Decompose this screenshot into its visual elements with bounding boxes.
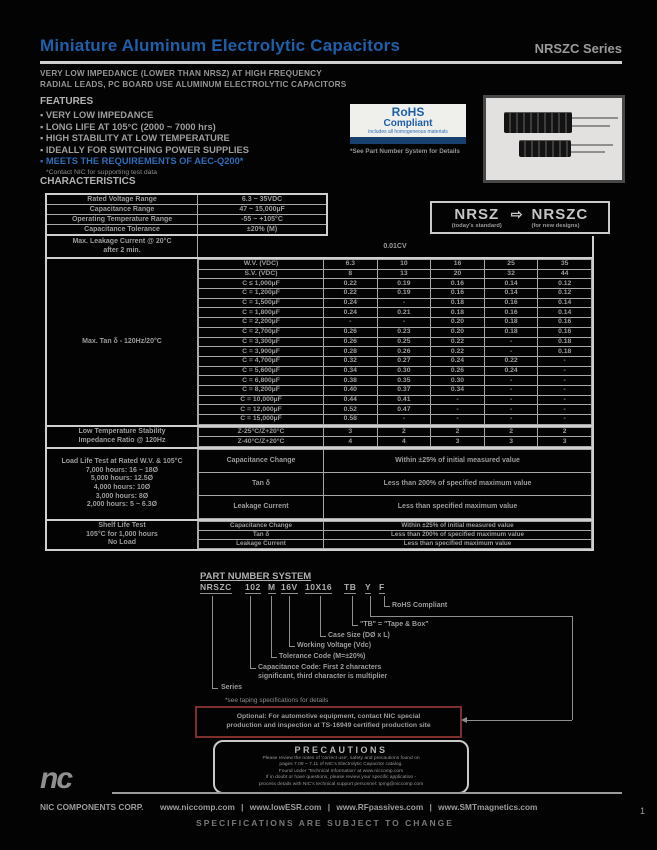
value-cell: - <box>377 415 431 425</box>
automotive-note-line: Optional: For automotive equipment, contact NIC special <box>236 713 421 721</box>
pn-line <box>352 625 358 626</box>
pn-line <box>352 596 353 626</box>
pn-token-tolerance: M <box>268 582 276 592</box>
value-cell: 0.47 <box>377 405 431 415</box>
value-cell: - <box>484 405 538 415</box>
separator: | <box>327 802 331 812</box>
row-label-cell: Tan δ <box>199 531 324 540</box>
row-label-cell: C = 3,300µF <box>199 337 324 347</box>
value-cell: 0.35 <box>377 376 431 386</box>
shelf-life-block <box>45 521 594 551</box>
value-cell: 3 <box>484 437 538 447</box>
feature-item: ▪ HIGH STABILITY AT LOW TEMPERATURE <box>40 133 370 145</box>
value-cell: 3 <box>431 437 485 447</box>
value-cell: 0.14 <box>484 289 538 299</box>
value-cell: 0.40 <box>324 385 378 395</box>
pn-label-voltage: Working Voltage (Vdc) <box>297 642 372 649</box>
pn-label-tolerance: Tolerance Code (M=±20%) <box>279 653 366 660</box>
characteristics-heading: CHARACTERISTICS <box>40 176 136 187</box>
value-cell: 32 <box>484 269 538 279</box>
tan-delta-block <box>45 259 594 427</box>
value-cell: 0.19 <box>377 289 431 299</box>
table-row <box>199 415 592 425</box>
row-label-cell: Capacitance Range <box>46 205 198 215</box>
value-cell: 0.14 <box>484 279 538 289</box>
load-life-label <box>47 449 198 519</box>
row-label-cell: C ≤ 1,000µF <box>199 279 324 289</box>
value-cell: 0.28 <box>324 347 378 357</box>
row-label-cell: Leakage Current <box>199 496 324 519</box>
value-cell: - <box>538 366 592 376</box>
value-cell: - <box>484 347 538 357</box>
row-label-cell: C = 8,200µF <box>199 385 324 395</box>
value-cell: - <box>484 395 538 405</box>
footer-link[interactable]: www.niccomp.com <box>160 802 235 812</box>
pn-line-y <box>467 720 572 721</box>
rohs-title: RoHS <box>391 105 425 119</box>
value-cell: 0.22 <box>431 347 485 357</box>
shelf-life-table <box>198 521 592 549</box>
value-cell: - <box>484 415 538 425</box>
pn-line <box>384 606 390 607</box>
low-temp-label-line: Impedance Ratio @ 120Hz <box>78 436 166 444</box>
row-label-cell: Operating Temperature Range <box>46 215 198 225</box>
table-row <box>199 496 592 519</box>
low-temp-table <box>198 427 592 447</box>
shelf-life-label-line: No Load <box>108 539 136 547</box>
value-cell: - <box>377 298 431 308</box>
value-cell: 2 <box>538 427 592 437</box>
value-cell: 0.16 <box>538 327 592 337</box>
value-cell: 0.52 <box>324 405 378 415</box>
header <box>40 36 622 56</box>
value-cell: 0.24 <box>324 298 378 308</box>
table-row <box>46 215 327 225</box>
row-label-cell: C = 10,000µF <box>199 395 324 405</box>
feature-item: ▪ IDEALLY FOR SWITCHING POWER SUPPLIES <box>40 145 370 157</box>
rohs-detail: includes all homogeneous materials <box>368 129 448 135</box>
capacitor-lead <box>571 151 605 153</box>
automotive-note-line: production and inspection at TS-16949 certified production site <box>226 722 431 729</box>
pn-token-capacitance: 102 <box>245 582 261 592</box>
leakage-value-cell: 0.01CV <box>383 243 407 250</box>
value-cell: 0.20 <box>431 327 485 337</box>
value-cell: 0.12 <box>538 279 592 289</box>
value-cell: ±20% (M) <box>198 225 327 236</box>
load-life-label-line: 4,000 hours: 10Ø <box>93 484 151 492</box>
value-cell: 0.32 <box>324 356 378 366</box>
pn-line-y <box>370 616 572 617</box>
page-title: Miniature Aluminum Electrolytic Capacitors <box>40 36 401 55</box>
table-row <box>199 427 592 437</box>
value-cell: Less than 200% of specified maximum value <box>324 531 592 540</box>
value-cell: 4 <box>377 437 431 447</box>
pn-line <box>271 657 277 658</box>
value-cell: 0.12 <box>538 289 592 299</box>
feature-item: ▪ VERY LOW IMPEDANCE <box>40 110 370 122</box>
value-cell: - <box>484 385 538 395</box>
value-cell: Within ±25% of initial measured value <box>324 522 592 531</box>
footer-link[interactable]: www.lowESR.com <box>249 802 322 812</box>
value-cell: 0.37 <box>377 385 431 395</box>
pn-line <box>250 668 256 669</box>
value-cell: 0.24 <box>431 356 485 366</box>
table-row <box>199 385 592 395</box>
leakage-current-row <box>45 236 594 259</box>
value-cell: 2 <box>377 427 431 437</box>
table-row <box>199 298 592 308</box>
capacitor-lead <box>572 117 618 119</box>
value-cell: - <box>324 318 378 328</box>
value-cell: 0.41 <box>377 395 431 405</box>
row-label-cell: C = 5,600µF <box>199 366 324 376</box>
value-cell: 44 <box>538 269 592 279</box>
load-life-label-line: 2,000 hours: 5 ~ 6.3Ø <box>86 501 158 509</box>
separator: | <box>429 802 432 812</box>
table-row <box>199 269 592 279</box>
pn-label-rohs: RoHS Compliant <box>392 602 448 609</box>
leakage-label-line: after 2 min. <box>103 246 141 254</box>
table-row <box>199 366 592 376</box>
table-row <box>199 327 592 337</box>
characteristics-table <box>45 193 328 236</box>
tan-delta-table <box>198 259 592 425</box>
value-cell: Within ±25% of initial measured value <box>324 450 592 473</box>
value-cell: 0.16 <box>538 318 592 328</box>
load-life-label-line: 7,000 hours: 16 ~ 18Ø <box>85 466 159 474</box>
value-cell: 3 <box>538 437 592 447</box>
value-cell: 0.58 <box>324 415 378 425</box>
table-row <box>199 405 592 415</box>
series-name: NRSZC Series <box>534 41 622 56</box>
spec-tables <box>45 193 594 551</box>
table-row <box>199 289 592 299</box>
low-temp-label <box>47 427 198 447</box>
row-label-cell: C = 1,800µF <box>199 308 324 318</box>
automotive-note-box <box>195 706 462 738</box>
tan-delta-label: Max. Tan δ - 120Hz/20°C <box>47 259 198 425</box>
value-cell: 0.22 <box>431 337 485 347</box>
table-row <box>199 376 592 386</box>
pn-label-series: Series <box>221 684 243 691</box>
value-cell: 10 <box>377 260 431 270</box>
value-cell: 0.24 <box>324 308 378 318</box>
value-cell: 6.3 <box>324 260 378 270</box>
row-label-cell: Leakage Current <box>199 540 324 549</box>
value-cell: 2 <box>431 427 485 437</box>
value-cell: 0.30 <box>431 376 485 386</box>
value-cell: 0.20 <box>431 318 485 328</box>
row-label-cell: Capacitance Change <box>199 450 324 473</box>
load-life-label-line: Load Life Test at Rated W.V. & 105°C <box>61 458 183 466</box>
low-temp-label-line: Low Temperature Stability <box>78 428 166 436</box>
value-cell: 0.26 <box>324 327 378 337</box>
part-number-heading: PART NUMBER SYSTEM <box>200 571 312 582</box>
features-heading: FEATURES <box>40 96 94 107</box>
value-cell: 20 <box>431 269 485 279</box>
row-label-cell: C = 4,700µF <box>199 356 324 366</box>
pn-label-capacitance2: significant, third character is multiplier <box>258 673 388 680</box>
table-row <box>199 260 592 270</box>
pn-token-series: NRSZC <box>200 582 232 592</box>
value-cell: Less than 200% of specified maximum value <box>324 473 592 496</box>
value-cell: 0.26 <box>377 347 431 357</box>
pn-label-case: Case Size (DØ x L) <box>328 632 390 639</box>
rohs-badge <box>350 104 466 144</box>
precautions-box <box>213 740 469 794</box>
row-label-cell: W.V. (VDC) <box>199 260 324 270</box>
precautions-line: If in doubt or have questions, please review your specific application - <box>265 775 417 781</box>
capacitor-image-large <box>504 112 572 133</box>
value-cell: - <box>538 376 592 386</box>
load-life-table <box>198 449 592 519</box>
pn-token-tb: TB <box>344 582 357 592</box>
value-cell: 0.27 <box>377 356 431 366</box>
value-cell: 0.26 <box>431 366 485 376</box>
value-cell: 0.14 <box>538 298 592 308</box>
load-life-label-line: 5,000 hours: 12.5Ø <box>90 475 154 483</box>
value-cell: - <box>484 337 538 347</box>
table-row <box>199 337 592 347</box>
pn-label-taping: *see taping specifications for details <box>225 697 329 704</box>
row-label-cell: Z-40°C/Z+20°C <box>199 437 324 447</box>
pn-line <box>212 688 218 689</box>
value-cell: -55 ~ +105°C <box>198 215 327 225</box>
capacitor-lead <box>572 125 610 127</box>
load-life-label-line: 3,000 hours: 8Ø <box>95 492 149 500</box>
value-cell: 0.18 <box>431 298 485 308</box>
row-label-cell: C = 6,800µF <box>199 376 324 386</box>
value-cell: - <box>484 376 538 386</box>
row-label-cell: Tan δ <box>199 473 324 496</box>
value-cell: 25 <box>484 260 538 270</box>
capacitor-lead <box>571 144 613 146</box>
value-cell: 0.16 <box>484 308 538 318</box>
row-label-cell: Rated Voltage Range <box>46 194 198 205</box>
row-label-cell: C = 12,000µF <box>199 405 324 415</box>
pn-line <box>289 646 295 647</box>
value-cell: 0.24 <box>484 366 538 376</box>
row-label-cell <box>47 236 198 257</box>
shelf-life-label <box>47 521 198 549</box>
table-row <box>199 450 592 473</box>
table-row <box>199 347 592 357</box>
value-cell: - <box>377 318 431 328</box>
low-temp-block <box>45 427 594 449</box>
value-cell: 0.21 <box>377 308 431 318</box>
value-cell: 0.22 <box>484 356 538 366</box>
value-cell: 0.18 <box>538 347 592 357</box>
table-row <box>199 437 592 447</box>
pn-line-y <box>572 616 573 720</box>
value-cell: 0.34 <box>431 385 485 395</box>
value-cell: - <box>431 415 485 425</box>
precautions-line: pages 7.09 ~ 7.11 of NIC's Electrolytic Capacitor catalog. <box>279 762 403 768</box>
row-label-cell: C = 15,000µF <box>199 415 324 425</box>
capacitor-image-small <box>519 140 571 157</box>
value-cell: - <box>538 405 592 415</box>
value-cell: 0.38 <box>324 376 378 386</box>
value-cell: 0.44 <box>324 395 378 405</box>
pn-line <box>320 596 321 637</box>
value-cell: Less than specified maximum value <box>324 540 592 549</box>
value-cell: - <box>538 385 592 395</box>
value-cell: 0.18 <box>538 337 592 347</box>
pn-line-y <box>370 596 371 616</box>
row-label-cell: C = 1,500µF <box>199 298 324 308</box>
capacitor-photo <box>483 95 625 183</box>
value-cell: 0.30 <box>377 366 431 376</box>
footer-company: NIC COMPONENTS CORP. <box>40 802 144 812</box>
pn-label-tb: "TB" = "Tape & Box" <box>360 621 429 628</box>
value-cell: 0.19 <box>377 279 431 289</box>
features-footnote: *Contact NIC for supporting test data <box>46 168 158 176</box>
pn-line <box>212 596 213 688</box>
table-row <box>199 308 592 318</box>
rohs-subtitle: Compliant <box>383 118 433 129</box>
value-cell: - <box>431 395 485 405</box>
feature-item-aec-q200: ▪ MEETS THE REQUIREMENTS OF AEC-Q200* <box>40 156 370 168</box>
feature-item: ▪ LONG LIFE AT 105°C (2000 ~ 7000 hrs) <box>40 122 370 134</box>
pn-token-y: Y <box>365 582 372 592</box>
value-cell: 47 ~ 15,000µF <box>198 205 327 215</box>
subtitle-line: VERY LOW IMPEDANCE (LOWER THAN NRSZ) AT HIGH FREQUENCY <box>40 69 322 78</box>
footer-link[interactable]: www.RFpassives.com <box>336 802 424 812</box>
features-section <box>40 96 370 176</box>
row-label-cell: S.V. (VDC) <box>199 269 324 279</box>
footer-disclaimer: SPECIFICATIONS ARE SUBJECT TO CHANGE <box>196 818 454 828</box>
header-rule <box>40 61 622 64</box>
value-cell: 0.14 <box>538 308 592 318</box>
table-row <box>46 194 327 205</box>
table-row <box>46 205 327 215</box>
row-label-cell: C = 3,900µF <box>199 347 324 357</box>
pn-line <box>271 596 272 658</box>
footer-rule <box>112 792 622 794</box>
value-cell: - <box>538 395 592 405</box>
features-list <box>40 110 370 168</box>
value-cell: 0.26 <box>324 337 378 347</box>
table-row <box>199 531 592 540</box>
value-cell: 0.23 <box>377 327 431 337</box>
page-number: 1 <box>640 806 646 816</box>
footer-link[interactable]: www.SMTmagnetics.com <box>438 802 538 812</box>
shelf-life-label-line: Shelf Life Test <box>98 522 146 530</box>
table-row <box>46 225 327 236</box>
table-row <box>199 395 592 405</box>
value-cell: 13 <box>377 269 431 279</box>
load-life-block <box>45 449 594 521</box>
pn-line <box>250 596 251 669</box>
value-cell: 0.18 <box>484 318 538 328</box>
old-series-caption: (today's standard) <box>451 223 502 229</box>
value-cell: 16 <box>431 260 485 270</box>
value-cell: Less than specified maximum value <box>324 496 592 519</box>
table-row <box>199 522 592 531</box>
table-row <box>199 473 592 496</box>
leakage-label-line: Max. Leakage Current @ 20°C <box>72 238 172 245</box>
value-cell: - <box>431 405 485 415</box>
value-cell: - <box>538 415 592 425</box>
value-cell: 0.18 <box>431 308 485 318</box>
value-cell: 2 <box>484 427 538 437</box>
value-cell: - <box>538 356 592 366</box>
value-cell: 0.16 <box>431 279 485 289</box>
precautions-line: process details with NIC's technical support personnel: tpmg@niccomp.com <box>258 781 424 787</box>
value-cell: 6.3 ~ 35VDC <box>198 194 327 205</box>
value-cell: 3 <box>324 427 378 437</box>
value-cell: 0.25 <box>377 337 431 347</box>
precautions-title: PRECAUTIONS <box>294 745 388 755</box>
rohs-bar <box>350 137 466 144</box>
value-cell: 4 <box>324 437 378 447</box>
subtitle-line: RADIAL LEADS, PC BOARD USE ALUMINUM ELECTROLYTIC CAPACITORS <box>40 79 347 89</box>
separator: | <box>241 802 244 812</box>
value-cell: 0.22 <box>324 279 378 289</box>
shelf-life-label-line: 105°C for 1,000 hours <box>86 530 158 538</box>
table-row <box>199 356 592 366</box>
rohs-note: *See Part Number System for Details <box>350 148 460 155</box>
value-cell: 0.22 <box>324 289 378 299</box>
value-cell: 8 <box>324 269 378 279</box>
footer-links <box>158 802 539 812</box>
row-label-cell: C = 2,700µF <box>199 327 324 337</box>
row-label-cell: Capacitance Change <box>199 522 324 531</box>
pn-label-capacitance: Capacitance Code: First 2 characters <box>258 664 382 671</box>
precautions-line: Found under 'Technical Information' at www.niccomp.com <box>278 768 404 774</box>
value-cell: 0.34 <box>324 366 378 376</box>
precautions-line: Please review the notes of 'correct use', safety and precautions found on <box>262 756 420 761</box>
table-row <box>199 540 592 549</box>
old-series-name: NRSZ <box>454 206 500 223</box>
value-cell: 0.18 <box>484 327 538 337</box>
new-series-caption: (for new designs) <box>531 223 580 229</box>
row-label-cell: C = 1,200µF <box>199 289 324 299</box>
subtitle <box>40 69 480 90</box>
transition-arrow-icon: ⇨ <box>510 206 523 222</box>
table-row <box>199 318 592 328</box>
row-label-cell: Z-25°C/Z+20°C <box>199 427 324 437</box>
value-cell: 0.16 <box>431 289 485 299</box>
pn-line <box>289 596 290 647</box>
row-label-cell: C = 2,200µF <box>199 318 324 328</box>
row-label-cell: Capacitance Tolerance <box>46 225 198 236</box>
new-series-name: NRSZC <box>531 206 589 223</box>
pn-token-case-size: 10X16 <box>305 582 333 592</box>
value-cell: 35 <box>538 260 592 270</box>
pn-line <box>320 636 326 637</box>
table-row <box>199 279 592 289</box>
pn-token-rohs: F <box>379 582 385 592</box>
nic-logo: nc <box>40 762 72 795</box>
pn-token-voltage: 16V <box>281 582 298 592</box>
value-cell: 0.16 <box>484 298 538 308</box>
